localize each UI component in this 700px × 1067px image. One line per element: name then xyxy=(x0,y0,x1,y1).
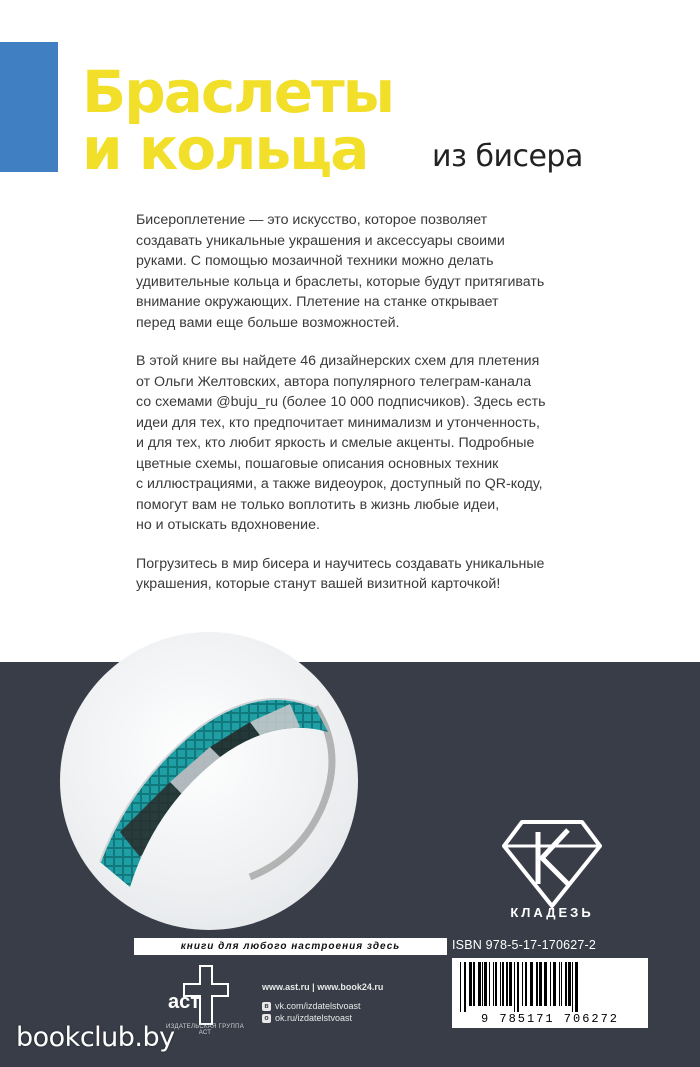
publisher-websites[interactable]: www.ast.ru | www.book24.ru xyxy=(262,982,384,992)
barcode-bar xyxy=(565,962,567,1006)
barcode-bar xyxy=(460,962,461,1012)
barcode-bar xyxy=(539,962,542,1006)
title-line-1: Браслеты xyxy=(82,58,394,126)
barcode-bar xyxy=(544,962,547,1006)
barcode xyxy=(452,958,648,1028)
barcode-bar xyxy=(525,962,527,1006)
bracelet-photo xyxy=(60,632,358,930)
title-line-2: и кольца xyxy=(82,115,368,183)
vk-icon: в xyxy=(262,1002,271,1011)
barcode-bar xyxy=(469,962,472,1006)
barcode-bar xyxy=(572,962,573,1012)
barcode-bar xyxy=(464,962,466,1012)
barcode-bar xyxy=(522,962,523,1006)
social-link-text: vk.com/izdatelstvoast xyxy=(275,1001,361,1011)
barcode-bar xyxy=(473,962,475,1006)
tagline: книги для любого настроения здесь xyxy=(134,938,447,955)
barcode-bar xyxy=(559,962,560,1006)
barcode-bar xyxy=(484,962,487,1006)
barcode-bar xyxy=(500,962,501,1006)
social-link-ok[interactable] xyxy=(262,1013,383,1023)
ast-logo-text: аст xyxy=(168,991,201,1013)
barcode-bar xyxy=(493,962,494,1006)
title-suffix: из бисера xyxy=(432,139,583,174)
barcode-bar xyxy=(502,962,504,1006)
barcode-bar xyxy=(506,962,508,1006)
book-description xyxy=(136,210,616,613)
isbn-label: ISBN 978-5-17-170627-2 xyxy=(452,938,597,952)
barcode-bars xyxy=(452,958,648,1012)
barcode-bar xyxy=(478,962,481,1006)
barcode-bar xyxy=(575,962,578,1012)
barcode-bar xyxy=(509,962,512,1006)
barcode-bar xyxy=(550,962,551,1006)
barcode-bar xyxy=(495,962,497,1006)
barcode-bar xyxy=(536,962,538,1006)
watermark: bookclub.by xyxy=(16,1022,175,1053)
description-paragraph: Бисероплетение — это искусство, которое позволяет создавать уникальные украшения и аксессуары своими руками. С помощью мозаичной техники можно делать удивительные кольца и браслеты, которые будут притягивать внимание окружающих. Плетение на станке открывает перед вами еще больше возможностей. xyxy=(136,212,545,331)
publisher-caption: ИЗДАТЕЛЬСКАЯ ГРУППА АСТ xyxy=(165,1024,245,1036)
barcode-number: 9 785171 706272 xyxy=(480,1012,620,1026)
book-title xyxy=(82,58,394,183)
social-link-vk[interactable] xyxy=(262,1001,383,1011)
brand-name: КЛАДЕЗЬ xyxy=(510,905,594,920)
barcode-bar xyxy=(514,962,515,1012)
barcode-bar xyxy=(561,962,562,1006)
diamond-logo xyxy=(500,818,604,910)
social-link-text: ok.ru/izdatelstvoast xyxy=(275,1013,353,1023)
blue-accent-strip xyxy=(0,42,58,172)
ok-icon: о xyxy=(262,1014,271,1023)
barcode-bar xyxy=(553,962,556,1006)
barcode-bar xyxy=(530,962,533,1006)
publisher-contacts xyxy=(262,982,383,1025)
description-paragraph: В этой книге вы найдете 46 дизайнерских схем для плетения от Ольги Желтовских, автора популярного телеграм-канала со схемами @buju_ru (более 10 000 подписчиков). Здесь есть идеи для тех, кто предпочитает минимализм и утонченность, и для тех, кто любит яркость и смелые акценты. Подробные цветные схемы, пошаговые описания основных техник с иллюстрациями, а также видеоурок, доступный по QR-коду, помогут вам не только воплотить в жизнь любые идеи, но и отыскать вдохновение. xyxy=(136,353,546,533)
barcode-bar xyxy=(482,962,483,1006)
barcode-bar xyxy=(568,962,571,1006)
barcode-bar xyxy=(517,962,519,1012)
barcode-bar xyxy=(489,962,490,1006)
description-paragraph: Погрузитесь в мир бисера и научитесь создавать уникальные украшения, которые станут вашей визитной карточкой! xyxy=(136,555,545,592)
